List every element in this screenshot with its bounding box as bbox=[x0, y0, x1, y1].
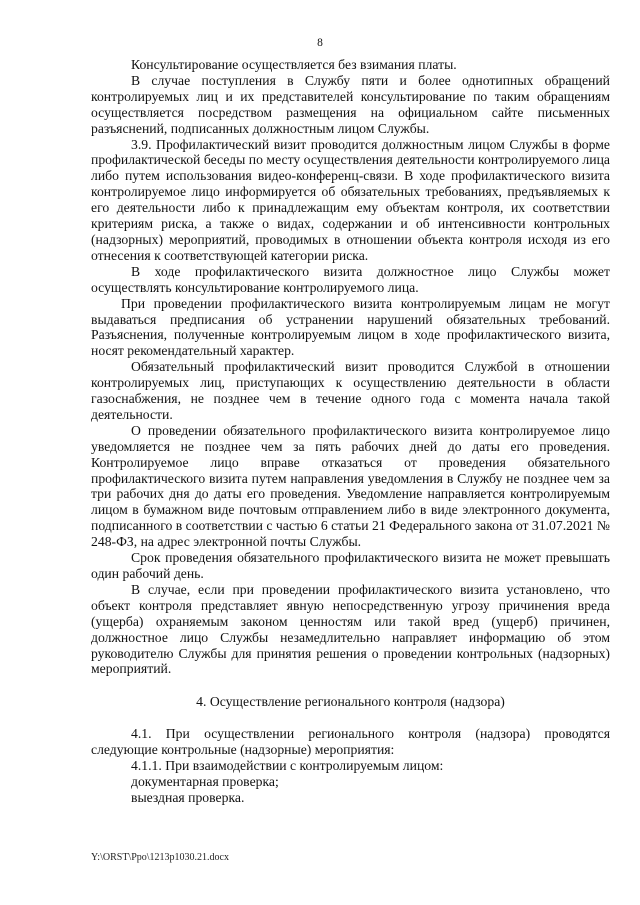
section-heading: 4. Осуществление регионального контроля (надзора) bbox=[196, 694, 505, 710]
paragraph-visit-consulting: В ходе профилактического визита должностное лицо Службы может осуществлять консультирование контролируемого лица. bbox=[91, 263, 610, 295]
list-item-onsite-check: выездная проверка. bbox=[131, 789, 245, 805]
paragraph-five-appeals: В случае поступления в Службу пяти и более однотипных обращений контролируемых лиц и их представителей консультирование по таким обращениям осуществляется посредством размещения на официальном сайте письменных разъяснений, подписанных должностным лицом Службы. bbox=[91, 72, 610, 136]
document-body bbox=[91, 57, 610, 806]
footer-file-path: Y:\ORST\Ppo\1213p1030.21.docx bbox=[91, 852, 229, 863]
paragraph-visit-notification: О проведении обязательного профилактического визита контролируемое лицо уведомляется не позднее чем за пять рабочих дней до даты его проведения. Контролируемое лицо вправе отказаться от проведения обязательного профилактического визита путем направления уведомления в Службу не позднее чем за три рабочих дня до даты его проведения. Уведомление направляется контролируемым лицом в бумажном виде почтовым отправлением либо в виде электронного документа, подписанного в соответствии с частью 6 статьи 21 Федерального закона от 31.07.2021 № 248-ФЗ, на адрес электронной почты Службы. bbox=[91, 422, 610, 550]
paragraph-immediate-threat: В случае, если при проведении профилактического визита установлено, что объект контроля представляет явную непосредственную угрозу причинения вреда (ущерба) охраняемым законом ценностям или такой вред (ущерб) причинен, должностное лицо Службы незамедлительно направляет информацию об этом руководителю Службы для принятия решения о проведении контрольных (надзорных) мероприятий. bbox=[91, 581, 610, 677]
paragraph-4-1-measures: 4.1. При осуществлении регионального контроля (надзора) проводятся следующие контрольные (надзорные) мероприятия: bbox=[91, 726, 610, 758]
paragraph-no-prescriptions: При проведении профилактического визита контролируемым лицам не могут выдаваться предписания об устранении нарушений обязательных требований. Разъяснения, полученные контролируемым лицом в ходе профилактического визита, носят рекомендательный характер. bbox=[91, 295, 610, 359]
paragraph-consulting-free: Консультирование осуществляется без взимания платы. bbox=[131, 57, 457, 72]
paragraph-mandatory-visit: Обязательный профилактический визит проводится Службой в отношении контролируемых лиц, приступающих к осуществлению деятельности в области газоснабжения, не позднее чем в течение одного года с момента начала такой деятельности. bbox=[91, 359, 610, 422]
list-item-4-1-1: 4.1.1. При взаимодействии с контролируемым лицом: bbox=[131, 758, 444, 774]
list-item-documentary-check: документарная проверка; bbox=[131, 773, 279, 789]
paragraph-3-9-visit: 3.9. Профилактический визит проводится должностным лицом Службы в форме профилактической беседы по месту осуществления деятельности контролируемого лица либо путем использования видео-конференц-связи. В ходе профилактического визита контролируемое лицо информируется об обязательных требованиях, предъявляемых к его деятельности либо к принадлежащим ему объектам контроля, их соответствии критериям риска, а также о видах, содержании и об интенсивности контрольных (надзорных) мероприятий, проводимых в отношении объекта контроля исходя из его отнесения к соответствующей категории риска. bbox=[91, 136, 610, 263]
page-number: 8 bbox=[317, 37, 323, 49]
paragraph-visit-duration: Срок проведения обязательного профилактического визита не может превышать один рабочий день. bbox=[91, 550, 610, 581]
